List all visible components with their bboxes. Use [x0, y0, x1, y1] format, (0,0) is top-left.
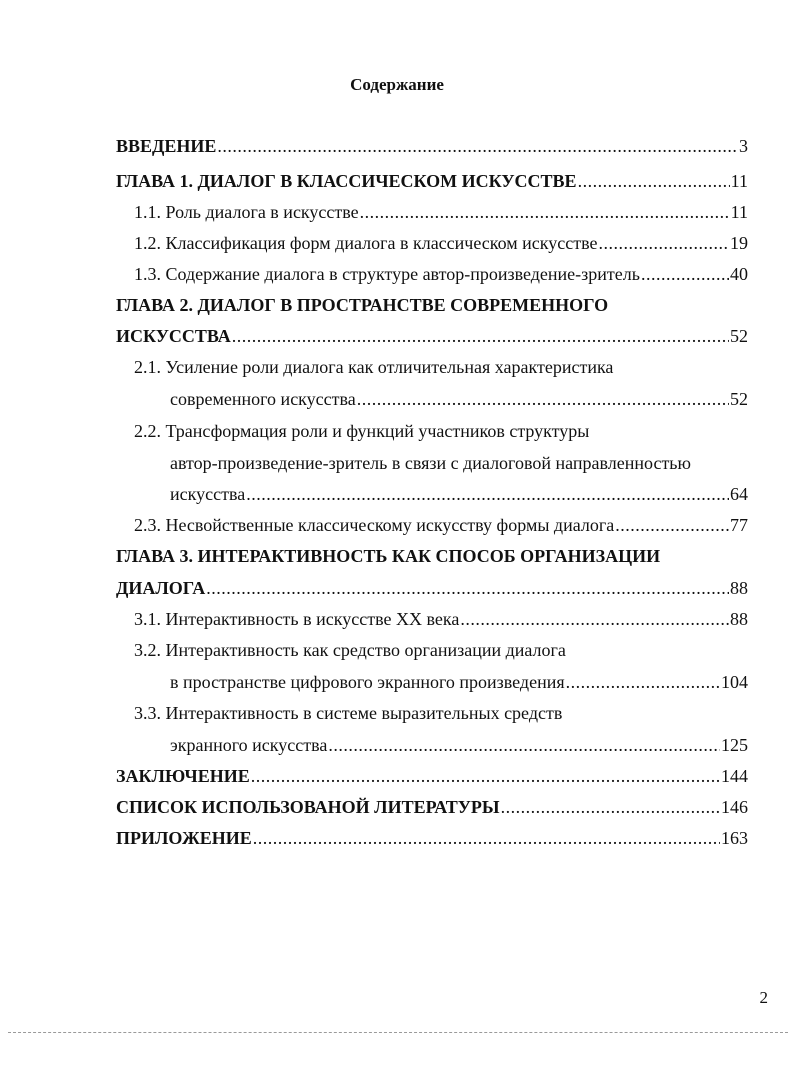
toc-entry-label: 2.3. Несвойственные классическому искусству формы диалога: [134, 515, 615, 535]
toc-entry-chapter-1[interactable]: [116, 169, 748, 193]
dot-leader: [357, 387, 729, 411]
toc-entry-conclusion[interactable]: [116, 764, 748, 788]
toc-entry-section-1-2[interactable]: [134, 231, 748, 255]
dot-leader: [615, 513, 729, 537]
toc-entry-label: ВВЕДЕНИЕ: [116, 136, 217, 156]
toc-entry-page: 77: [730, 515, 748, 535]
toc-entry-label: искусства: [170, 484, 246, 504]
toc-entry-page: 163: [721, 828, 748, 848]
toc-entry-page: 3: [739, 136, 748, 156]
toc-entry-page: 11: [730, 171, 748, 191]
toc-entry-section-1-3[interactable]: [134, 262, 748, 286]
toc-entry-label: экранного искусства: [170, 735, 328, 755]
toc-entry-page: 11: [730, 202, 748, 222]
toc-entry-label: современного искусства: [170, 389, 356, 409]
toc-entry-label: 1.1. Роль диалога в искусстве: [134, 202, 359, 222]
toc-entry-page: 144: [721, 766, 748, 786]
toc-entry-section-2-3[interactable]: [134, 513, 748, 537]
toc-entry-section-3-2-line1[interactable]: 3.2. Интерактивность как средство организации диалога: [134, 640, 566, 660]
toc-entry-label: СПИСОК ИСПОЛЬЗОВАНОЙ ЛИТЕРАТУРЫ: [116, 797, 500, 817]
toc-entry-section-2-2-line2[interactable]: автор-произведение-зритель в связи с диалоговой направленностью: [170, 453, 691, 473]
dot-leader: [641, 262, 729, 286]
toc-entry-label: в пространстве цифрового экранного произведения: [170, 672, 565, 692]
page-title: Содержание: [350, 75, 444, 94]
toc-entry-page: 52: [730, 389, 748, 409]
toc-entry-page: 146: [721, 797, 748, 817]
dot-leader: [217, 134, 738, 158]
toc-entry-page: 88: [730, 578, 748, 598]
toc-entry-page: 40: [730, 264, 748, 284]
dot-leader: [232, 324, 729, 348]
toc-entry-section-2-1[interactable]: [170, 387, 748, 411]
dot-leader: [360, 200, 730, 224]
toc-entry-section-2-2[interactable]: [170, 482, 748, 506]
toc-entry-section-3-2[interactable]: [170, 670, 748, 694]
toc-entry-page: 125: [721, 735, 748, 755]
toc-entry-label: 1.2. Классификация форм диалога в классическом искусстве: [134, 233, 598, 253]
toc-entry-label: ПРИЛОЖЕНИЕ: [116, 828, 252, 848]
toc-entry-appendix[interactable]: [116, 826, 748, 850]
toc-entry-label: ДИАЛОГА: [116, 578, 206, 598]
dot-leader: [599, 231, 730, 255]
toc-entry-page: 64: [730, 484, 748, 504]
toc-entry-chapter-2[interactable]: [116, 324, 748, 348]
toc-entry-page: 104: [721, 672, 748, 692]
toc-entry-chapter-2-line1[interactable]: ГЛАВА 2. ДИАЛОГ В ПРОСТРАНСТВЕ СОВРЕМЕННОГО: [116, 295, 609, 315]
toc-entry-section-3-1[interactable]: [134, 607, 748, 631]
toc-entry-section-1-1[interactable]: [134, 200, 748, 224]
toc-entry-introduction[interactable]: [116, 134, 748, 158]
toc-entry-label: ЗАКЛЮЧЕНИЕ: [116, 766, 250, 786]
dot-leader: [578, 169, 730, 193]
toc-entry-section-3-3-line1[interactable]: 3.3. Интерактивность в системе выразительных средств: [134, 703, 563, 723]
toc-entry-label: ГЛАВА 1. ДИАЛОГ В КЛАССИЧЕСКОМ ИСКУССТВЕ: [116, 171, 577, 191]
dot-leader: [501, 795, 720, 819]
toc-entry-section-2-1-line1[interactable]: 2.1. Усиление роли диалога как отличительная характеристика: [134, 357, 614, 377]
toc-entry-section-2-2-line1[interactable]: 2.2. Трансформация роли и функций участников структуры: [134, 421, 590, 441]
dot-leader: [253, 826, 720, 850]
dot-leader: [251, 764, 720, 788]
dot-leader: [566, 670, 720, 694]
footer-divider: [8, 1032, 788, 1033]
dot-leader: [460, 607, 729, 631]
page-number: 2: [759, 988, 768, 1007]
toc-entry-bibliography[interactable]: [116, 795, 748, 819]
toc-entry-page: 88: [730, 609, 748, 629]
dot-leader: [328, 733, 720, 757]
toc-entry-chapter-3[interactable]: [116, 576, 748, 600]
toc-entry-chapter-3-line1[interactable]: ГЛАВА 3. ИНТЕРАКТИВНОСТЬ КАК СПОСОБ ОРГАНИЗАЦИИ: [116, 546, 661, 566]
toc-entry-page: 52: [730, 326, 748, 346]
toc-entry-label: ИСКУССТВА: [116, 326, 231, 346]
toc-entry-page: 19: [730, 233, 748, 253]
dot-leader: [246, 482, 729, 506]
toc-entry-label: 1.3. Содержание диалога в структуре автор-произведение-зритель: [134, 264, 640, 284]
toc-entry-label: 3.1. Интерактивность в искусстве XX века: [134, 609, 460, 629]
toc-entry-section-3-3[interactable]: [170, 733, 748, 757]
dot-leader: [206, 576, 729, 600]
